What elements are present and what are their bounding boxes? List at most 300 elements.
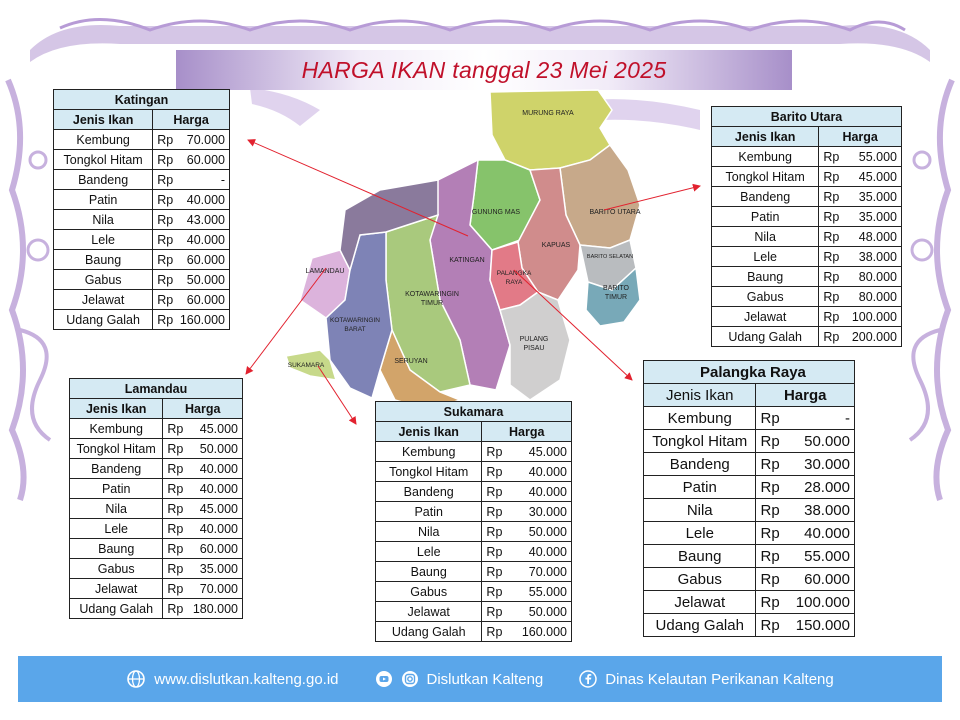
- price-cell: [163, 559, 243, 579]
- price-value: 45.000: [528, 444, 567, 459]
- table-row: [54, 210, 230, 230]
- currency-label: Rp: [486, 544, 503, 559]
- table-row: [54, 230, 230, 250]
- price-cell: [482, 462, 572, 482]
- fish-name: Nila: [712, 227, 819, 247]
- table-row: [712, 167, 902, 187]
- fish-name: Baung: [644, 545, 756, 568]
- price-value: 60.000: [186, 152, 225, 167]
- price-cell: [482, 562, 572, 582]
- table-row: [376, 442, 572, 462]
- fish-name: Lele: [712, 247, 819, 267]
- currency-label: Rp: [167, 521, 184, 536]
- currency-label: Rp: [157, 132, 174, 147]
- currency-label: Rp: [167, 421, 184, 436]
- currency-label: Rp: [167, 581, 184, 596]
- table-title: Palangka Raya: [644, 361, 855, 384]
- table-row: [54, 130, 230, 150]
- table-row: [376, 622, 572, 642]
- price-cell: [756, 453, 855, 476]
- table-row: [712, 307, 902, 327]
- table-row: [70, 459, 243, 479]
- currency-label: Rp: [823, 169, 840, 184]
- map-label-kobar-2: BARAT: [344, 326, 366, 333]
- table-row: [376, 602, 572, 622]
- fish-name: Patin: [644, 476, 756, 499]
- price-value: 50.000: [528, 524, 567, 539]
- currency-label: Rp: [157, 292, 174, 307]
- price-cell: [819, 247, 902, 267]
- price-cell: [482, 542, 572, 562]
- table-row: [376, 502, 572, 522]
- price-value: 60.000: [199, 541, 238, 556]
- currency-label: Rp: [167, 601, 184, 616]
- price-value: 38.000: [804, 501, 850, 519]
- table-title: Barito Utara: [712, 107, 902, 127]
- price-table-palangka-raya: [643, 360, 855, 637]
- table-row: [376, 562, 572, 582]
- price-table-lamandau: [69, 378, 243, 619]
- table-row: [70, 439, 243, 459]
- price-cell: [482, 522, 572, 542]
- price-cell: [153, 270, 230, 290]
- price-cell: [756, 614, 855, 637]
- currency-label: Rp: [157, 232, 174, 247]
- price-cell: [756, 545, 855, 568]
- footer-facebook[interactable]: [579, 670, 834, 688]
- table-row: [70, 479, 243, 499]
- price-cell: [756, 568, 855, 591]
- price-value: 70.000: [199, 581, 238, 596]
- fish-name: Kembung: [644, 407, 756, 430]
- price-cell: [163, 499, 243, 519]
- currency-label: Rp: [157, 252, 174, 267]
- table-row: [70, 499, 243, 519]
- price-value: 150.000: [795, 616, 850, 634]
- price-cell: [756, 499, 855, 522]
- price-value: 160.000: [179, 312, 225, 327]
- price-value: 160.000: [521, 624, 567, 639]
- price-value: 40.000: [528, 484, 567, 499]
- table-row: [54, 170, 230, 190]
- table-row: [54, 250, 230, 270]
- price-cell: [482, 622, 572, 642]
- price-value: 40.000: [186, 192, 225, 207]
- currency-label: Rp: [157, 272, 174, 287]
- currency-label: Rp: [486, 604, 503, 619]
- price-cell: [163, 439, 243, 459]
- price-value: 48.000: [858, 229, 897, 244]
- price-cell: [163, 539, 243, 559]
- price-value: -: [845, 409, 850, 427]
- price-cell: [819, 227, 902, 247]
- map-label-kobar-1: KOTAWARINGIN: [330, 317, 380, 324]
- map-label-barito-timur-1: BARITO: [603, 285, 629, 292]
- table-row: [70, 579, 243, 599]
- price-value: 28.000: [804, 478, 850, 496]
- currency-label: Rp: [486, 444, 503, 459]
- price-cell: [482, 582, 572, 602]
- currency-label: Rp: [760, 593, 780, 611]
- currency-label: Rp: [823, 329, 840, 344]
- price-cell: [153, 230, 230, 250]
- fish-name: Gabus: [54, 270, 153, 290]
- price-value: 30.000: [528, 504, 567, 519]
- currency-label: Rp: [486, 524, 503, 539]
- price-cell: [163, 579, 243, 599]
- table-title: Sukamara: [376, 402, 572, 422]
- currency-label: Rp: [823, 149, 840, 164]
- table-title: Lamandau: [70, 379, 243, 399]
- currency-label: Rp: [760, 524, 780, 542]
- table-row: [70, 559, 243, 579]
- fish-name: Nila: [54, 210, 153, 230]
- fish-name: Baung: [54, 250, 153, 270]
- price-value: 55.000: [804, 547, 850, 565]
- table-row: [712, 287, 902, 307]
- map-label-barito-timur-2: TIMUR: [604, 294, 628, 301]
- fish-name: Gabus: [70, 559, 163, 579]
- table-row: [644, 545, 855, 568]
- price-value: 43.000: [186, 212, 225, 227]
- price-value: 40.000: [199, 481, 238, 496]
- map-label-sukamara: SUKAMARA: [287, 362, 325, 369]
- table-row: [70, 519, 243, 539]
- currency-label: Rp: [486, 484, 503, 499]
- fish-name: Lele: [376, 542, 482, 562]
- price-cell: [756, 430, 855, 453]
- price-cell: [153, 210, 230, 230]
- table-row: [376, 462, 572, 482]
- price-value: 50.000: [804, 432, 850, 450]
- fish-name: Gabus: [376, 582, 482, 602]
- fish-name: Nila: [376, 522, 482, 542]
- price-value: 55.000: [528, 584, 567, 599]
- price-cell: [819, 147, 902, 167]
- currency-label: Rp: [486, 584, 503, 599]
- fish-name: Udang Galah: [376, 622, 482, 642]
- currency-label: Rp: [760, 570, 780, 588]
- map-label-kotim-2: TIMUR: [420, 300, 444, 307]
- currency-label: Rp: [157, 152, 174, 167]
- fish-name: Bandeng: [54, 170, 153, 190]
- fish-name: Baung: [712, 267, 819, 287]
- price-cell: [163, 459, 243, 479]
- fish-name: Kembung: [54, 130, 153, 150]
- price-value: 30.000: [804, 455, 850, 473]
- price-value: 100.000: [851, 309, 897, 324]
- table-title: Katingan: [54, 90, 230, 110]
- column-header-price: Harga: [819, 127, 902, 147]
- table-row: [376, 542, 572, 562]
- currency-label: Rp: [760, 547, 780, 565]
- column-header-fish: Jenis Ikan: [712, 127, 819, 147]
- map-label-seruyan: SERUYAN: [394, 358, 428, 365]
- table-row: [644, 407, 855, 430]
- currency-label: Rp: [157, 192, 174, 207]
- price-cell: [153, 190, 230, 210]
- price-cell: [153, 150, 230, 170]
- youtube-icon: [375, 670, 393, 688]
- fish-name: Baung: [70, 539, 163, 559]
- price-value: 40.000: [199, 461, 238, 476]
- price-value: 40.000: [186, 232, 225, 247]
- fish-name: Gabus: [712, 287, 819, 307]
- currency-label: Rp: [167, 461, 184, 476]
- currency-label: Rp: [157, 312, 174, 327]
- column-header-price: Harga: [163, 399, 243, 419]
- currency-label: Rp: [823, 249, 840, 264]
- social-name[interactable]: Dislutkan Kalteng: [426, 670, 544, 688]
- price-value: 35.000: [199, 561, 238, 576]
- table-row: [54, 270, 230, 290]
- price-cell: [819, 327, 902, 347]
- price-value: 80.000: [858, 289, 897, 304]
- table-row: [54, 290, 230, 310]
- price-cell: [153, 170, 230, 190]
- price-cell: [163, 479, 243, 499]
- price-cell: [819, 167, 902, 187]
- fish-name: Jelawat: [54, 290, 153, 310]
- table-row: [644, 568, 855, 591]
- facebook-name[interactable]: Dinas Kelautan Perikanan Kalteng: [605, 670, 834, 688]
- price-value: 45.000: [199, 501, 238, 516]
- fish-name: Patin: [54, 190, 153, 210]
- price-value: 60.000: [186, 292, 225, 307]
- table-row: [644, 430, 855, 453]
- fish-name: Tongkol Hitam: [376, 462, 482, 482]
- fish-name: Tongkol Hitam: [712, 167, 819, 187]
- currency-label: Rp: [167, 541, 184, 556]
- fish-name: Bandeng: [70, 459, 163, 479]
- fish-name: Jelawat: [376, 602, 482, 622]
- fish-name: Patin: [70, 479, 163, 499]
- table-row: [70, 599, 243, 619]
- table-row: [54, 310, 230, 330]
- price-cell: [756, 476, 855, 499]
- table-row: [712, 227, 902, 247]
- price-value: 180.000: [192, 601, 238, 616]
- table-row: [376, 482, 572, 502]
- table-row: [70, 419, 243, 439]
- price-value: 50.000: [199, 441, 238, 456]
- column-header-fish: Jenis Ikan: [54, 110, 153, 130]
- fish-name: Lele: [644, 522, 756, 545]
- currency-label: Rp: [823, 269, 840, 284]
- fish-name: Gabus: [644, 568, 756, 591]
- fish-name: Jelawat: [70, 579, 163, 599]
- currency-label: Rp: [823, 229, 840, 244]
- currency-label: Rp: [157, 172, 174, 187]
- fish-name: Baung: [376, 562, 482, 582]
- price-cell: [482, 602, 572, 622]
- currency-label: Rp: [823, 209, 840, 224]
- footer-bar: [18, 656, 942, 702]
- table-row: [644, 499, 855, 522]
- table-row: [54, 150, 230, 170]
- table-row: [70, 539, 243, 559]
- column-header-fish: Jenis Ikan: [376, 422, 482, 442]
- map-label-katingan: KATINGAN: [449, 257, 485, 264]
- fish-name: Tongkol Hitam: [54, 150, 153, 170]
- map-label-palangka-raya-1: PALANGKA: [496, 270, 532, 277]
- price-cell: [153, 250, 230, 270]
- price-value: 60.000: [804, 570, 850, 588]
- currency-label: Rp: [823, 309, 840, 324]
- price-table-barito-utara: [711, 106, 902, 347]
- fish-name: Bandeng: [644, 453, 756, 476]
- column-header-fish: Jenis Ikan: [70, 399, 163, 419]
- price-value: 45.000: [199, 421, 238, 436]
- map-label-barito-utara: BARITO UTARA: [589, 209, 641, 216]
- website-link[interactable]: www.dislutkan.kalteng.go.id: [154, 670, 339, 688]
- currency-label: Rp: [760, 455, 780, 473]
- currency-label: Rp: [823, 189, 840, 204]
- fish-name: Bandeng: [712, 187, 819, 207]
- currency-label: Rp: [486, 504, 503, 519]
- price-cell: [819, 267, 902, 287]
- map-label-palangka-raya-2: RAYA: [505, 279, 523, 286]
- map-label-pulang-pisau-2: PISAU: [523, 345, 545, 352]
- price-value: 35.000: [858, 209, 897, 224]
- fish-name: Jelawat: [712, 307, 819, 327]
- map-label-pulang-pisau-1: PULANG: [519, 336, 549, 343]
- fish-name: Nila: [70, 499, 163, 519]
- currency-label: Rp: [760, 478, 780, 496]
- price-cell: [163, 599, 243, 619]
- table-row: [712, 267, 902, 287]
- price-cell: [756, 522, 855, 545]
- price-value: 70.000: [186, 132, 225, 147]
- price-cell: [153, 290, 230, 310]
- price-value: 40.000: [804, 524, 850, 542]
- page-title: HARGA IKAN tanggal 23 Mei 2025: [301, 56, 667, 83]
- fish-name: Nila: [644, 499, 756, 522]
- table-row: [644, 476, 855, 499]
- fish-name: Jelawat: [644, 591, 756, 614]
- price-cell: [756, 407, 855, 430]
- price-value: 50.000: [186, 272, 225, 287]
- instagram-icon: [401, 670, 419, 688]
- fish-name: Kembung: [376, 442, 482, 462]
- price-cell: [482, 482, 572, 502]
- price-value: 55.000: [858, 149, 897, 164]
- table-row: [712, 147, 902, 167]
- globe-icon: [126, 669, 146, 689]
- footer-social[interactable]: [375, 670, 544, 688]
- fish-name: Patin: [712, 207, 819, 227]
- table-row: [712, 327, 902, 347]
- fish-name: Tongkol Hitam: [70, 439, 163, 459]
- currency-label: Rp: [167, 481, 184, 496]
- price-value: 40.000: [528, 544, 567, 559]
- currency-label: Rp: [760, 409, 780, 427]
- price-cell: [163, 419, 243, 439]
- currency-label: Rp: [167, 501, 184, 516]
- fish-name: Kembung: [70, 419, 163, 439]
- price-value: 80.000: [858, 269, 897, 284]
- fish-name: Udang Galah: [54, 310, 153, 330]
- column-header-price: Harga: [153, 110, 230, 130]
- price-cell: [482, 442, 572, 462]
- footer-website[interactable]: [126, 669, 338, 689]
- map-label-gunung-mas: GUNUNG MAS: [471, 209, 521, 216]
- fish-name: Patin: [376, 502, 482, 522]
- price-value: -: [220, 172, 225, 187]
- currency-label: Rp: [823, 289, 840, 304]
- fish-name: Kembung: [712, 147, 819, 167]
- currency-label: Rp: [760, 432, 780, 450]
- currency-label: Rp: [486, 624, 503, 639]
- table-row: [712, 247, 902, 267]
- currency-label: Rp: [167, 561, 184, 576]
- currency-label: Rp: [167, 441, 184, 456]
- facebook-icon: [579, 670, 597, 688]
- map-label-murung-raya: MURUNG RAYA: [522, 110, 574, 117]
- currency-label: Rp: [486, 464, 503, 479]
- table-row: [712, 187, 902, 207]
- fish-name: Lele: [70, 519, 163, 539]
- price-cell: [819, 207, 902, 227]
- table-row: [644, 453, 855, 476]
- table-row: [712, 207, 902, 227]
- price-value: 200.000: [851, 329, 897, 344]
- price-value: 60.000: [186, 252, 225, 267]
- table-row: [376, 522, 572, 542]
- fish-name: Bandeng: [376, 482, 482, 502]
- column-header-price: Harga: [482, 422, 572, 442]
- price-value: 45.000: [858, 169, 897, 184]
- currency-label: Rp: [486, 564, 503, 579]
- price-value: 50.000: [528, 604, 567, 619]
- currency-label: Rp: [760, 501, 780, 519]
- price-cell: [819, 307, 902, 327]
- fish-name: Udang Galah: [70, 599, 163, 619]
- column-header-fish: Jenis Ikan: [644, 384, 756, 407]
- map-label-kapuas: KAPUAS: [541, 242, 571, 249]
- table-row: [644, 522, 855, 545]
- table-row: [376, 582, 572, 602]
- price-cell: [819, 187, 902, 207]
- table-row: [644, 591, 855, 614]
- table-row: [644, 614, 855, 637]
- fish-name: Lele: [54, 230, 153, 250]
- fish-name: Udang Galah: [644, 614, 756, 637]
- price-table-sukamara: [375, 401, 572, 642]
- price-value: 100.000: [795, 593, 850, 611]
- fish-name: Udang Galah: [712, 327, 819, 347]
- price-value: 40.000: [199, 521, 238, 536]
- map-label-kotim-1: KOTAWARINGIN: [405, 291, 459, 298]
- price-value: 40.000: [528, 464, 567, 479]
- table-row: [54, 190, 230, 210]
- fish-name: Tongkol Hitam: [644, 430, 756, 453]
- price-cell: [153, 130, 230, 150]
- price-cell: [756, 591, 855, 614]
- map-label-lamandau: LAMANDAU: [305, 268, 345, 275]
- price-cell: [153, 310, 230, 330]
- price-value: 70.000: [528, 564, 567, 579]
- column-header-price: Harga: [756, 384, 855, 407]
- map-label-barito-selatan: BARITO SELATAN: [586, 254, 634, 260]
- price-cell: [819, 287, 902, 307]
- price-cell: [163, 519, 243, 539]
- currency-label: Rp: [760, 616, 780, 634]
- price-table-katingan: [53, 89, 230, 330]
- price-cell: [482, 502, 572, 522]
- price-value: 35.000: [858, 189, 897, 204]
- price-value: 38.000: [858, 249, 897, 264]
